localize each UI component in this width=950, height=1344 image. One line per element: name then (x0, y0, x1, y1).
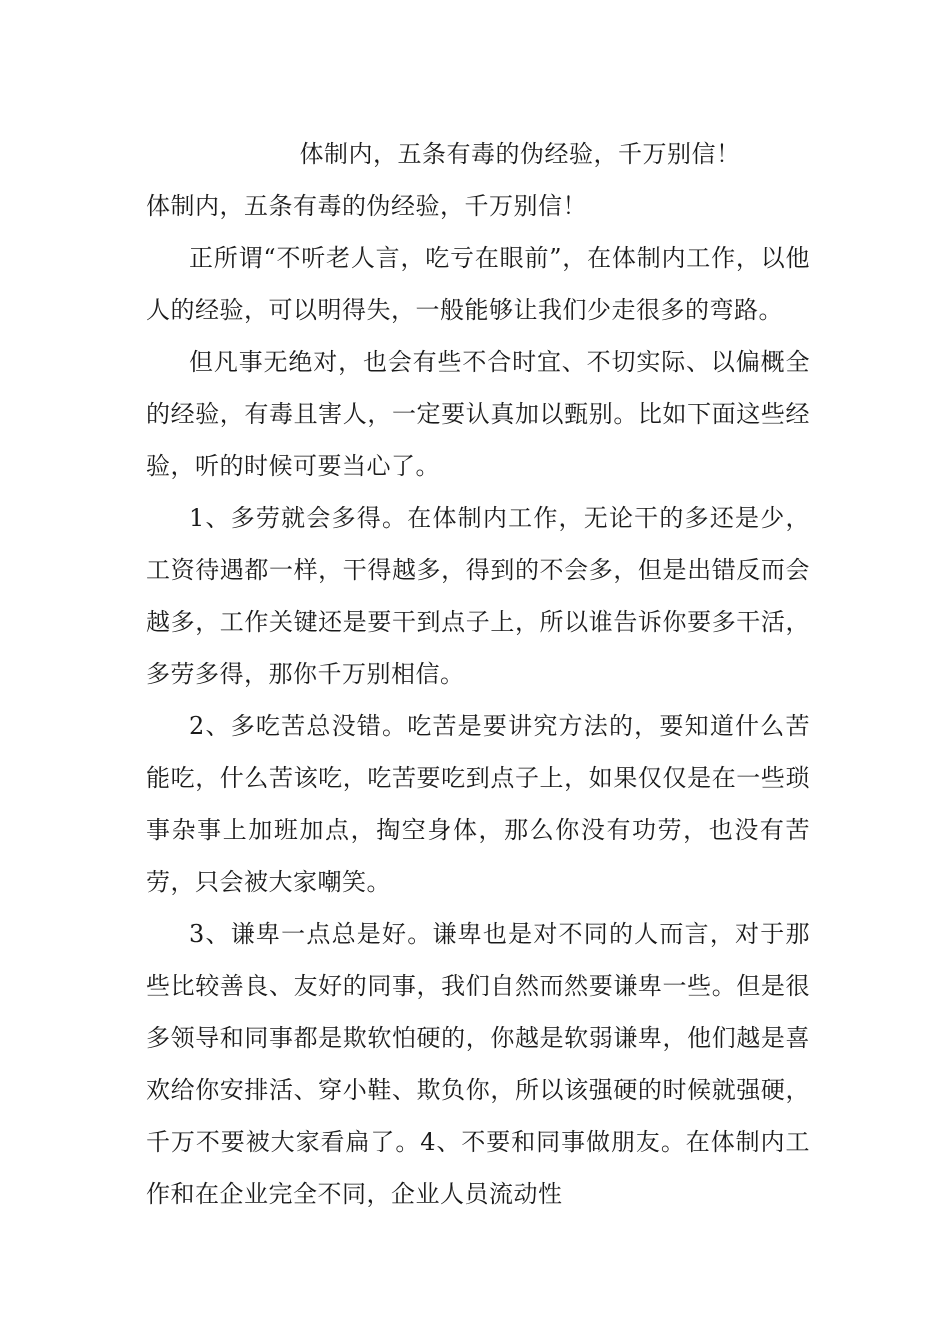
document-title: 体制内，五条有毒的伪经验，千万别信！ (299, 140, 741, 168)
paragraph-point-1: 1、多劳就会多得。在体制内工作，无论干的多还是少，工资待遇都一样，干得越多，得到的不会多，但是出错反而会越多，工作关键还是要干到点子上，所以谁告诉你要多干活，多劳多得，那你千万别相信。 (146, 504, 810, 688)
paragraph-caution: 但凡事无绝对，也会有些不合时宜、不切实际、以偏概全的经验，有毒且害人，一定要认真加以甄别。比如下面这些经验，听的时候可要当心了。 (146, 348, 810, 480)
document-body (146, 128, 810, 1220)
paragraph-point-2: 2、多吃苦总没错。吃苦是要讲究方法的，要知道什么苦能吃，什么苦该吃，吃苦要吃到点子上，如果仅仅是在一些琐事杂事上加班加点，掏空身体，那么你没有功劳，也没有苦劳，只会被大家嘲笑。 (146, 712, 810, 896)
paragraph-point-3: 3、谦卑一点总是好。谦卑也是对不同的人而言，对于那些比较善良、友好的同事，我们自然而然要谦卑一些。但是很多领导和同事都是欺软怕硬的，你越是软弱谦卑，他们越是喜欢给你安排活、穿小鞋、欺负你，所以该强硬的时候就强硬，千万不要被大家看扁了。4、不要和同事做朋友。在体制内工作和在企业完全不同，企业人员流动性 (146, 920, 810, 1208)
document-subtitle: 体制内，五条有毒的伪经验，千万别信！ (146, 192, 587, 220)
paragraph-intro: 正所谓“不听老人言，吃亏在眼前”，在体制内工作，以他人的经验，可以明得失，一般能够让我们少走很多的弯路。 (146, 244, 810, 324)
